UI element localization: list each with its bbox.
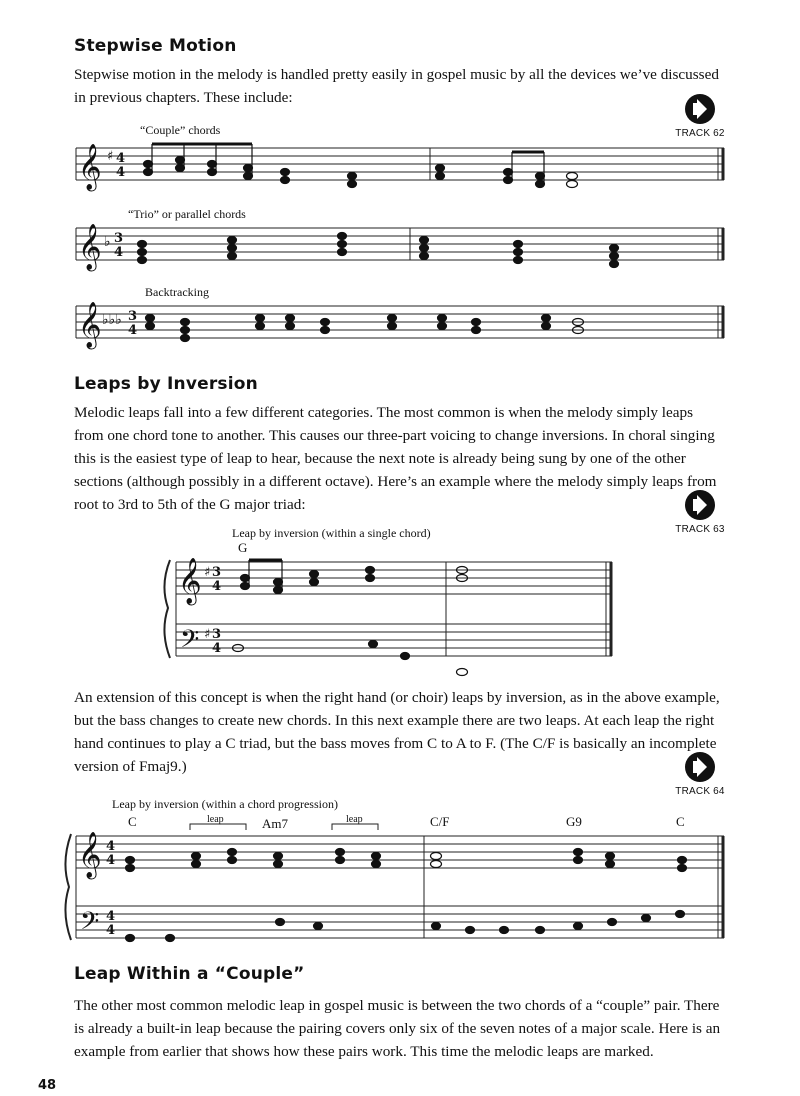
treble-clef-icon: 𝄞 bbox=[78, 832, 102, 878]
paragraph-couple: The other most common melodic leap in gospel music is between the two chords of a “couple” pair. There is already a built-in leap because the pairing covers only six of the seven notes of a major scale. Here is an example from earlier that shows how these pairs work. This time the melodic leaps are marked. bbox=[74, 997, 721, 1060]
audio-track-icon bbox=[685, 752, 715, 782]
staff-couple-chords bbox=[76, 148, 724, 180]
staff-backtracking bbox=[76, 306, 724, 338]
track-64-badge[interactable] bbox=[670, 752, 730, 797]
svg-text:3: 3 bbox=[114, 231, 124, 246]
svg-text:♯: ♯ bbox=[107, 149, 114, 164]
chord-symbol: C bbox=[128, 814, 137, 829]
svg-text:4: 4 bbox=[114, 245, 124, 260]
chord-symbol: G bbox=[238, 540, 248, 555]
example-label-couple: “Couple” chords bbox=[140, 123, 221, 137]
svg-text:3: 3 bbox=[212, 627, 222, 642]
track-64-label: TRACK 64 bbox=[675, 786, 725, 797]
treble-clef-icon: 𝄞 bbox=[78, 144, 102, 190]
svg-text:4: 4 bbox=[128, 323, 138, 338]
notes-backtracking bbox=[146, 315, 584, 342]
svg-text:♭♭♭: ♭♭♭ bbox=[102, 312, 122, 328]
svg-text:4: 4 bbox=[116, 151, 126, 166]
paragraph-stepwise: Stepwise motion in the melody is handled pretty easily in gospel music by all the devices we’ve discussed in previous chapters. These include: bbox=[74, 66, 719, 106]
svg-text:3: 3 bbox=[212, 565, 222, 580]
track-63-label: TRACK 63 bbox=[675, 524, 725, 535]
example-label-leap-single: Leap by inversion (within a single chord) bbox=[232, 526, 431, 540]
svg-text:4: 4 bbox=[212, 641, 222, 656]
audio-track-icon bbox=[685, 490, 715, 520]
leap-bracket-label: leap bbox=[346, 814, 363, 825]
example-label-trio: “Trio” or parallel chords bbox=[128, 207, 246, 221]
svg-text:4: 4 bbox=[106, 853, 116, 868]
track-62-label: TRACK 62 bbox=[675, 128, 725, 139]
paragraph-leaps-2: An extension of this concept is when the right hand (or choir) leaps by inversion, as in the above example, but the bass changes to create new chords. In this next example there are two leaps. At each leap the right hand continues to play a C triad, but the bass moves from C to A to F. (The C/F is basically an incomplete version of Fmaj9.) bbox=[74, 689, 720, 775]
svg-text:♯: ♯ bbox=[204, 627, 211, 642]
section-heading-leaps: Leaps by Inversion bbox=[74, 374, 258, 394]
notes-track-64 bbox=[126, 849, 687, 942]
bass-clef-icon: 𝄢 bbox=[80, 907, 100, 942]
page-number: 48 bbox=[38, 1078, 57, 1093]
svg-text:4: 4 bbox=[116, 165, 126, 180]
grand-staff-track-64 bbox=[65, 824, 724, 940]
chord-symbol: C/F bbox=[430, 814, 450, 829]
treble-clef-icon: 𝄞 bbox=[78, 302, 102, 348]
section-heading-stepwise: Stepwise Motion bbox=[74, 36, 237, 56]
chord-symbol: C bbox=[676, 814, 685, 829]
treble-clef-icon: 𝄞 bbox=[178, 558, 202, 604]
svg-text:3: 3 bbox=[128, 309, 138, 324]
chord-symbol: G9 bbox=[566, 814, 582, 829]
notes-couple-chords bbox=[144, 144, 578, 188]
track-63-badge[interactable] bbox=[670, 490, 730, 535]
treble-clef-icon: 𝄞 bbox=[78, 224, 102, 270]
grand-staff-track-63 bbox=[164, 560, 612, 658]
svg-text:4: 4 bbox=[212, 579, 222, 594]
svg-text:♭: ♭ bbox=[104, 234, 111, 250]
example-label-leap-progression: Leap by inversion (within a chord progression) bbox=[112, 797, 338, 811]
chord-symbol: Am7 bbox=[262, 816, 288, 831]
leap-bracket-label: leap bbox=[207, 814, 224, 825]
svg-text:4: 4 bbox=[106, 909, 116, 924]
notes-track-63 bbox=[233, 560, 468, 676]
bass-clef-icon: 𝄢 bbox=[180, 625, 200, 660]
example-label-backtracking: Backtracking bbox=[145, 285, 209, 299]
svg-text:♯: ♯ bbox=[204, 565, 211, 580]
notes-trio-chords bbox=[138, 233, 619, 268]
paragraph-leaps-1: Melodic leaps fall into a few different categories. The most common is when the melody simply leaps from one chord tone to another. This causes our three-part voicing to change inversions. In choral singing this is the easiest type of leap to hear, because the next note is already being sung by one of the other sections (although possibly in a different octave). Here’s an example where the melody simply leaps from root to 3rd to 5th of the G major triad: bbox=[74, 404, 717, 513]
staff-trio-chords bbox=[76, 228, 724, 260]
svg-text:4: 4 bbox=[106, 839, 116, 854]
section-heading-couple: Leap Within a “Couple” bbox=[74, 964, 305, 984]
svg-text:4: 4 bbox=[106, 923, 116, 938]
